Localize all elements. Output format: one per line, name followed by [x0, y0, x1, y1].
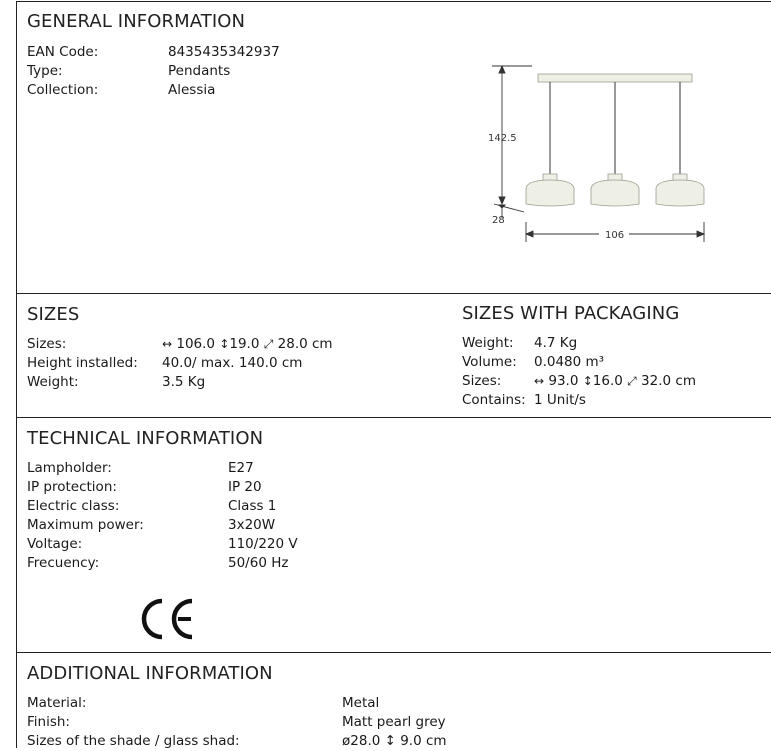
collection-label: Collection: — [27, 82, 99, 98]
weight-value: 3.5 Kg — [162, 374, 206, 390]
ean-label: EAN Code: — [27, 44, 99, 60]
lampholder-label: Lampholder: — [27, 460, 112, 476]
width-dimension: 106 — [605, 230, 625, 241]
section-border — [16, 652, 17, 748]
weight-label: Weight: — [27, 374, 79, 390]
top-rule — [16, 1, 771, 2]
type-value: Pendants — [168, 63, 231, 79]
packaging-title: SIZES WITH PACKAGING — [462, 303, 680, 324]
voltage-value: 110/220 V — [228, 536, 298, 552]
lampholder-value: E27 — [228, 460, 254, 476]
sizes-width: 106.0 — [176, 336, 216, 352]
sizes-rule — [16, 293, 771, 294]
height-arrow-icon: ↕ — [582, 374, 593, 388]
ip-protection-value: IP 20 — [228, 479, 262, 495]
dimension-lines — [492, 66, 704, 242]
pack-weight-label: Weight: — [462, 335, 514, 351]
ean-value: 8435435342937 — [168, 44, 280, 60]
pack-volume-label: Volume: — [462, 354, 517, 370]
canopy — [538, 74, 692, 82]
additional-rule — [16, 652, 771, 653]
lamp-shades — [526, 174, 704, 206]
shade-size-value: ø28.0 ↕ 9.0 cm — [342, 733, 447, 749]
frequency-label: Frecuency: — [27, 555, 100, 571]
section-border — [16, 1, 17, 293]
technical-rule — [16, 417, 771, 418]
voltage-label: Voltage: — [27, 536, 83, 552]
depth-arrow-icon: ⤢ — [627, 374, 637, 388]
section-border — [16, 293, 17, 417]
material-label: Material: — [27, 695, 87, 711]
pack-sizes-label: Sizes: — [462, 373, 502, 389]
depth-arrow-icon: ⤢ — [263, 337, 274, 351]
general-title: GENERAL INFORMATION — [27, 11, 246, 32]
pack-sizes-value — [534, 372, 696, 391]
finish-label: Finish: — [27, 714, 70, 730]
type-label: Type: — [27, 63, 63, 79]
width-arrow-icon: ↔ — [162, 337, 173, 351]
height-arrow-icon: ↕ — [219, 337, 230, 351]
height-installed-value: 40.0/ max. 140.0 cm — [162, 355, 303, 371]
frequency-value: 50/60 Hz — [228, 555, 289, 571]
suspension-cables — [550, 82, 680, 174]
technical-title: TECHNICAL INFORMATION — [27, 428, 264, 449]
product-drawing — [480, 56, 720, 248]
pack-contains-value: 1 Unit/s — [534, 392, 586, 408]
ip-protection-label: IP protection: — [27, 479, 117, 495]
shade-dimension: 28 — [492, 215, 505, 226]
sizes-title: SIZES — [27, 304, 80, 325]
electric-class-value: Class 1 — [228, 498, 277, 514]
sizes-label: Sizes: — [27, 336, 67, 352]
pack-sizes-width: 93.0 — [548, 373, 579, 389]
additional-title: ADDITIONAL INFORMATION — [27, 663, 273, 684]
pack-contains-label: Contains: — [462, 392, 526, 408]
height-dimension: 142.5 — [488, 133, 517, 144]
pack-sizes-depth: 32.0 cm — [641, 373, 696, 389]
pack-volume-value: 0.0480 m³ — [534, 354, 605, 370]
pack-sizes-height: 16.0 — [592, 373, 623, 389]
sizes-value — [162, 335, 333, 354]
sizes-depth: 28.0 cm — [277, 336, 333, 352]
collection-value: Alessia — [168, 82, 216, 98]
width-arrow-icon: ↔ — [534, 374, 545, 388]
shade-size-label: Sizes of the shade / glass shad: — [27, 733, 240, 749]
finish-value: Matt pearl grey — [342, 714, 446, 730]
section-border — [16, 417, 17, 652]
ce-mark-icon — [140, 597, 198, 641]
material-value: Metal — [342, 695, 380, 711]
max-power-value: 3x20W — [228, 517, 276, 533]
pack-weight-value: 4.7 Kg — [534, 335, 578, 351]
electric-class-label: Electric class: — [27, 498, 120, 514]
height-installed-label: Height installed: — [27, 355, 138, 371]
max-power-label: Maximum power: — [27, 517, 144, 533]
sizes-height: 19.0 — [229, 336, 260, 352]
